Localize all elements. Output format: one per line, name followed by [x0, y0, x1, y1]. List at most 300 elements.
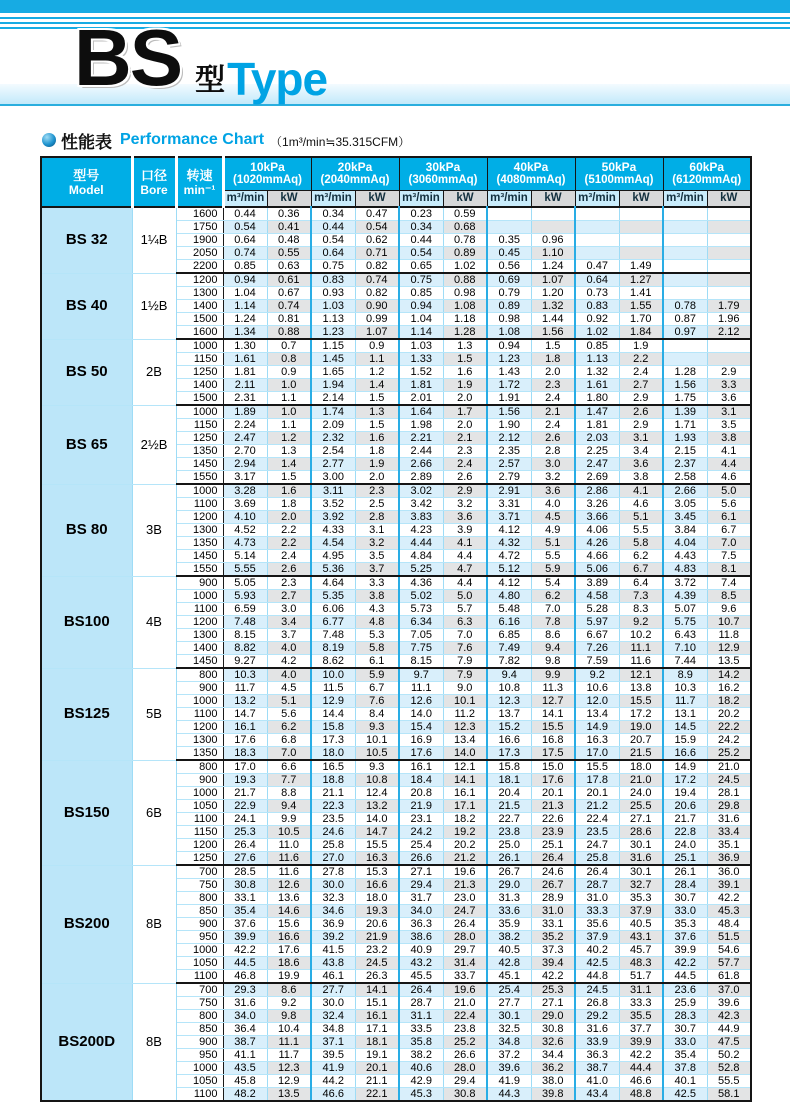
flow-cell: 42.8 [487, 957, 531, 970]
table-row [41, 865, 751, 879]
kw-cell: 17.1 [443, 800, 487, 813]
kw-cell: 1.7 [443, 405, 487, 419]
flow-cell: 37.2 [487, 1049, 531, 1062]
flow-cell: 40.5 [487, 944, 531, 957]
flow-cell: 18.8 [311, 774, 355, 787]
flow-cell: 2.70 [223, 445, 267, 458]
flow-cell: 1.94 [311, 379, 355, 392]
flow-cell: 38.2 [487, 931, 531, 944]
kw-cell: 5.1 [619, 511, 663, 524]
kw-cell: 8.6 [267, 983, 311, 997]
rpm-cell: 1300 [176, 734, 223, 747]
flow-cell: 5.55 [223, 563, 267, 577]
flow-cell: 11.7 [663, 695, 707, 708]
kw-cell: 4.7 [443, 563, 487, 577]
kw-cell: 1.49 [619, 260, 663, 274]
flow-cell: 29.0 [487, 879, 531, 892]
kw-cell: 3.4 [267, 616, 311, 629]
kw-cell: 20.2 [707, 708, 751, 721]
rpm-cell: 850 [176, 905, 223, 918]
kw-cell [707, 207, 751, 221]
rpm-cell: 1300 [176, 524, 223, 537]
kw-cell: 2.8 [531, 445, 575, 458]
rpm-cell: 1350 [176, 445, 223, 458]
flow-cell: 10.0 [311, 668, 355, 682]
kw-cell: 31.4 [443, 957, 487, 970]
flow-cell: 10.6 [575, 682, 619, 695]
flow-cell: 12.0 [575, 695, 619, 708]
kw-cell: 1.3 [443, 339, 487, 353]
flow-cell: 2.66 [663, 484, 707, 498]
kw-cell: 3.6 [531, 484, 575, 498]
flow-cell: 6.59 [223, 603, 267, 616]
kw-cell: 0.98 [443, 287, 487, 300]
kw-cell: 5.7 [443, 603, 487, 616]
kw-cell: 17.6 [531, 774, 575, 787]
kw-cell: 12.3 [443, 721, 487, 734]
kw-cell: 0.82 [355, 287, 399, 300]
logo-kata-text: 型 [195, 64, 226, 97]
flow-cell: 25.4 [399, 839, 443, 852]
flow-cell: 15.8 [487, 760, 531, 774]
flow-cell: 8.9 [663, 668, 707, 682]
rpm-cell: 1200 [176, 616, 223, 629]
kw-cell: 8.3 [619, 603, 663, 616]
col-header-50kpa: 50kPa (5100mmAq) [575, 157, 663, 190]
unit-header-flow: m³/min [663, 190, 707, 207]
kw-cell: 1.10 [531, 247, 575, 260]
model-cell: BS 65 [41, 405, 132, 484]
kw-cell: 10.5 [267, 826, 311, 839]
kw-cell: 16.6 [267, 931, 311, 944]
col-header-40kpa: 40kPa (4080mmAq) [487, 157, 575, 190]
flow-cell: 5.97 [575, 616, 619, 629]
flow-cell: 5.02 [399, 590, 443, 603]
flow-cell: 4.32 [487, 537, 531, 550]
kw-cell: 4.5 [267, 682, 311, 695]
flow-cell: 12.3 [487, 695, 531, 708]
kw-cell: 23.2 [355, 944, 399, 957]
bore-cell: 8B [132, 983, 176, 1101]
flow-cell: 3.02 [399, 484, 443, 498]
flow-cell: 32.4 [311, 1010, 355, 1023]
kw-cell: 7.4 [707, 576, 751, 590]
flow-cell: 7.48 [311, 629, 355, 642]
flow-cell: 29.3 [223, 983, 267, 997]
rpm-cell: 2200 [176, 260, 223, 274]
flow-cell: 46.1 [311, 970, 355, 984]
kw-cell: 2.12 [707, 326, 751, 340]
flow-cell: 32.3 [311, 892, 355, 905]
kw-cell: 13.8 [619, 682, 663, 695]
kw-cell: 2.8 [355, 511, 399, 524]
kw-cell [619, 207, 663, 221]
flow-cell: 1.81 [399, 379, 443, 392]
flow-cell: 1.24 [223, 313, 267, 326]
flow-cell: 6.06 [311, 603, 355, 616]
flow-cell: 3.92 [311, 511, 355, 524]
flow-cell: 27.8 [311, 865, 355, 879]
kw-cell: 5.8 [619, 537, 663, 550]
kw-cell: 37.3 [531, 944, 575, 957]
flow-cell: 4.83 [663, 563, 707, 577]
kw-cell [707, 260, 751, 274]
kw-cell: 35.2 [531, 931, 575, 944]
kw-cell: 9.2 [619, 616, 663, 629]
rpm-cell: 1150 [176, 419, 223, 432]
flow-cell: 0.54 [223, 221, 267, 234]
kw-cell: 45.3 [707, 905, 751, 918]
flow-cell: 37.1 [311, 1036, 355, 1049]
kw-cell: 10.1 [443, 695, 487, 708]
flow-cell: 1.56 [487, 405, 531, 419]
kw-cell: 1.20 [531, 287, 575, 300]
rpm-cell: 1450 [176, 458, 223, 471]
flow-cell: 23.6 [663, 983, 707, 997]
flow-cell: 0.97 [663, 326, 707, 340]
kw-cell: 22.4 [443, 1010, 487, 1023]
flow-cell: 45.5 [399, 970, 443, 984]
flow-cell: 4.04 [663, 537, 707, 550]
flow-cell: 31.6 [575, 1023, 619, 1036]
flow-cell: 4.26 [575, 537, 619, 550]
kw-cell: 1.8 [355, 445, 399, 458]
flow-cell: 15.2 [487, 721, 531, 734]
bore-cell: 4B [132, 576, 176, 668]
flow-cell: 3.11 [311, 484, 355, 498]
flow-cell: 1.04 [223, 287, 267, 300]
kw-cell: 3.0 [267, 603, 311, 616]
col-header-10kpa: 10kPa (1020mmAq) [223, 157, 311, 190]
banner-bar [0, 0, 790, 13]
flow-cell: 15.4 [399, 721, 443, 734]
kw-cell: 39.8 [531, 1088, 575, 1102]
kw-cell: 4.1 [443, 537, 487, 550]
flow-cell: 26.4 [399, 983, 443, 997]
flow-cell: 1.98 [399, 419, 443, 432]
kw-cell: 2.3 [355, 484, 399, 498]
kw-cell: 0.8 [267, 353, 311, 366]
kw-cell: 6.1 [707, 511, 751, 524]
kw-cell: 39.6 [707, 997, 751, 1010]
flow-cell: 0.34 [311, 207, 355, 221]
flow-cell: 46.6 [311, 1088, 355, 1102]
flow-cell [663, 353, 707, 366]
kw-cell: 2.4 [267, 550, 311, 563]
rpm-cell: 1900 [176, 234, 223, 247]
flow-cell: 4.43 [663, 550, 707, 563]
kw-cell: 5.6 [707, 498, 751, 511]
flow-cell: 18.1 [487, 774, 531, 787]
kw-cell: 21.0 [707, 760, 751, 774]
kw-cell: 2.5 [355, 498, 399, 511]
flow-cell: 29.2 [575, 1010, 619, 1023]
rpm-cell: 1600 [176, 207, 223, 221]
flow-cell: 8.19 [311, 642, 355, 655]
flow-cell: 39.2 [311, 931, 355, 944]
kw-cell: 1.18 [443, 313, 487, 326]
flow-cell: 1.74 [311, 405, 355, 419]
table-row [41, 273, 751, 287]
flow-cell: 7.10 [663, 642, 707, 655]
flow-cell: 1.28 [663, 366, 707, 379]
kw-cell: 4.8 [355, 616, 399, 629]
flow-cell: 43.5 [223, 1062, 267, 1075]
table-row [41, 668, 751, 682]
col-header-20kpa: 20kPa (2040mmAq) [311, 157, 399, 190]
rpm-cell: 950 [176, 1049, 223, 1062]
kw-cell: 5.0 [707, 484, 751, 498]
flow-cell: 33.1 [223, 892, 267, 905]
flow-cell: 6.43 [663, 629, 707, 642]
kw-cell: 1.32 [531, 300, 575, 313]
rpm-cell: 700 [176, 865, 223, 879]
kw-cell: 3.0 [531, 458, 575, 471]
kw-cell: 9.4 [531, 642, 575, 655]
kw-cell: 3.7 [355, 563, 399, 577]
flow-cell: 1.43 [487, 366, 531, 379]
col-header-60kpa: 60kPa (6120mmAq) [663, 157, 751, 190]
kw-cell: 55.5 [707, 1075, 751, 1088]
kw-cell: 30.1 [619, 839, 663, 852]
kw-cell: 5.5 [619, 524, 663, 537]
kw-cell: 3.5 [355, 550, 399, 563]
kw-cell: 3.7 [267, 629, 311, 642]
flow-cell: 45.8 [223, 1075, 267, 1088]
kw-cell: 13.4 [443, 734, 487, 747]
kw-cell: 27.1 [531, 997, 575, 1010]
model-cell: BS 80 [41, 484, 132, 576]
kw-cell: 28.0 [443, 1062, 487, 1075]
kw-cell: 1.9 [355, 458, 399, 471]
kw-cell: 22.2 [707, 721, 751, 734]
col-header-speed-cn: 转速 [186, 167, 213, 183]
kw-cell: 17.5 [531, 747, 575, 761]
flow-cell: 44.5 [223, 957, 267, 970]
rpm-cell: 1100 [176, 498, 223, 511]
kw-cell: 1.0 [267, 379, 311, 392]
rpm-cell: 1500 [176, 392, 223, 406]
kw-cell: 16.6 [355, 879, 399, 892]
kw-cell: 2.2 [267, 537, 311, 550]
kw-cell: 1.2 [267, 432, 311, 445]
kw-cell: 12.7 [531, 695, 575, 708]
rpm-cell: 900 [176, 774, 223, 787]
flow-cell: 1.75 [663, 392, 707, 406]
bore-cell: 1¼B [132, 207, 176, 273]
kw-cell: 6.2 [267, 721, 311, 734]
rpm-cell: 1100 [176, 813, 223, 826]
flow-cell: 43.2 [399, 957, 443, 970]
flow-cell: 38.6 [399, 931, 443, 944]
kw-cell: 1.4 [267, 458, 311, 471]
kw-cell: 28.1 [707, 787, 751, 800]
kw-cell: 29.4 [443, 1075, 487, 1088]
section-title-en: Performance Chart [120, 131, 265, 148]
kw-cell: 9.3 [355, 721, 399, 734]
kw-cell: 0.88 [443, 273, 487, 287]
flow-cell: 15.5 [575, 760, 619, 774]
rpm-cell: 2050 [176, 247, 223, 260]
flow-cell: 16.9 [399, 734, 443, 747]
flow-cell [663, 260, 707, 274]
flow-cell: 1.14 [223, 300, 267, 313]
kw-cell: 5.4 [531, 576, 575, 590]
flow-cell: 1.61 [575, 379, 619, 392]
flow-cell: 40.2 [575, 944, 619, 957]
flow-cell: 1.89 [223, 405, 267, 419]
kw-cell: 43.1 [619, 931, 663, 944]
flow-cell: 17.3 [311, 734, 355, 747]
flow-cell: 4.33 [311, 524, 355, 537]
kw-cell: 26.4 [531, 852, 575, 866]
flow-cell: 4.36 [399, 576, 443, 590]
flow-cell: 22.7 [487, 813, 531, 826]
flow-cell: 21.7 [663, 813, 707, 826]
flow-cell: 36.3 [399, 918, 443, 931]
kw-cell: 3.6 [619, 458, 663, 471]
flow-cell: 12.6 [399, 695, 443, 708]
flow-cell: 20.6 [663, 800, 707, 813]
flow-cell: 2.21 [399, 432, 443, 445]
flow-cell: 7.49 [487, 642, 531, 655]
kw-cell: 33.1 [531, 918, 575, 931]
flow-cell: 2.11 [223, 379, 267, 392]
flow-cell: 26.1 [663, 865, 707, 879]
flow-cell: 0.44 [223, 207, 267, 221]
flow-cell: 14.5 [663, 721, 707, 734]
kw-cell: 8.6 [531, 629, 575, 642]
flow-cell: 17.2 [663, 774, 707, 787]
kw-cell: 1.41 [619, 287, 663, 300]
flow-cell: 17.6 [399, 747, 443, 761]
kw-cell: 1.3 [355, 405, 399, 419]
kw-cell: 2.4 [531, 392, 575, 406]
kw-cell: 9.9 [267, 813, 311, 826]
kw-cell: 44.9 [707, 1023, 751, 1036]
flow-cell: 34.0 [399, 905, 443, 918]
flow-cell: 5.07 [663, 603, 707, 616]
flow-cell [663, 207, 707, 221]
flow-cell: 21.5 [487, 800, 531, 813]
flow-cell: 19.4 [663, 787, 707, 800]
flow-cell: 8.82 [223, 642, 267, 655]
kw-cell: 10.5 [355, 747, 399, 761]
flow-cell: 2.35 [487, 445, 531, 458]
flow-cell: 26.4 [223, 839, 267, 852]
kw-cell: 21.2 [443, 852, 487, 866]
kw-cell: 3.1 [619, 432, 663, 445]
flow-cell: 29.4 [399, 879, 443, 892]
performance-table [40, 156, 752, 1102]
flow-cell: 42.9 [399, 1075, 443, 1088]
kw-cell: 5.9 [531, 563, 575, 577]
kw-cell: 4.4 [707, 458, 751, 471]
rpm-cell: 1050 [176, 1075, 223, 1088]
flow-cell: 5.12 [487, 563, 531, 577]
flow-cell: 37.6 [663, 931, 707, 944]
flow-cell: 25.8 [575, 852, 619, 866]
flow-cell [663, 287, 707, 300]
kw-cell: 2.4 [531, 419, 575, 432]
flow-cell: 48.2 [223, 1088, 267, 1102]
kw-cell: 9.0 [443, 682, 487, 695]
flow-cell [487, 207, 531, 221]
unit-header-flow: m³/min [223, 190, 267, 207]
kw-cell: 20.1 [531, 787, 575, 800]
kw-cell: 10.7 [707, 616, 751, 629]
kw-cell: 30.8 [443, 1088, 487, 1102]
kw-cell: 0.68 [443, 221, 487, 234]
flow-cell: 0.89 [487, 300, 531, 313]
col-header-model-en: Model [68, 182, 104, 197]
kw-cell: 2.9 [443, 484, 487, 498]
rpm-cell: 1400 [176, 300, 223, 313]
kw-cell: 11.3 [531, 682, 575, 695]
kw-cell: 9.8 [267, 1010, 311, 1023]
kw-cell: 1.6 [355, 432, 399, 445]
flow-cell: 17.8 [575, 774, 619, 787]
col-header-bore-en: Bore [140, 182, 168, 197]
kw-cell: 1.08 [443, 300, 487, 313]
kw-cell: 18.2 [443, 813, 487, 826]
kw-cell: 29.8 [707, 800, 751, 813]
col-header-bore [132, 157, 176, 207]
flow-cell: 31.6 [223, 997, 267, 1010]
section-title-cn: 性能表 [61, 132, 112, 152]
flow-cell: 11.5 [311, 682, 355, 695]
flow-cell [663, 247, 707, 260]
flow-cell: 0.85 [575, 339, 619, 353]
flow-cell: 31.0 [575, 892, 619, 905]
model-cell: BS 32 [41, 207, 132, 273]
kw-cell: 2.6 [443, 471, 487, 485]
flow-cell: 7.59 [575, 655, 619, 669]
flow-cell: 2.66 [399, 458, 443, 471]
flow-cell: 3.84 [663, 524, 707, 537]
kw-cell: 51.5 [707, 931, 751, 944]
bore-cell: 2½B [132, 405, 176, 484]
flow-cell [575, 207, 619, 221]
kw-cell: 2.7 [267, 590, 311, 603]
kw-cell: 5.1 [531, 537, 575, 550]
flow-cell: 33.5 [399, 1023, 443, 1036]
col-header-model-cn: 型号 [73, 167, 100, 183]
flow-cell: 28.3 [663, 1010, 707, 1023]
flow-cell: 22.9 [223, 800, 267, 813]
flow-cell: 10.3 [223, 668, 267, 682]
header-row-pressure [41, 157, 751, 190]
model-cell: BS150 [41, 760, 132, 865]
flow-cell: 4.52 [223, 524, 267, 537]
rpm-cell: 1600 [176, 326, 223, 340]
flow-cell: 4.95 [311, 550, 355, 563]
kw-cell: 26.4 [443, 918, 487, 931]
kw-cell: 31.6 [707, 813, 751, 826]
flow-cell: 0.85 [399, 287, 443, 300]
flow-cell: 1.93 [663, 432, 707, 445]
flow-cell: 0.35 [487, 234, 531, 247]
kw-cell: 42.2 [619, 1049, 663, 1062]
flow-cell: 26.4 [575, 865, 619, 879]
kw-cell: 9.3 [355, 760, 399, 774]
flow-cell: 17.6 [223, 734, 267, 747]
flow-cell: 38.7 [575, 1062, 619, 1075]
rpm-cell: 1000 [176, 339, 223, 353]
rpm-cell: 800 [176, 1010, 223, 1023]
flow-cell: 1.45 [311, 353, 355, 366]
flow-cell: 42.2 [223, 944, 267, 957]
